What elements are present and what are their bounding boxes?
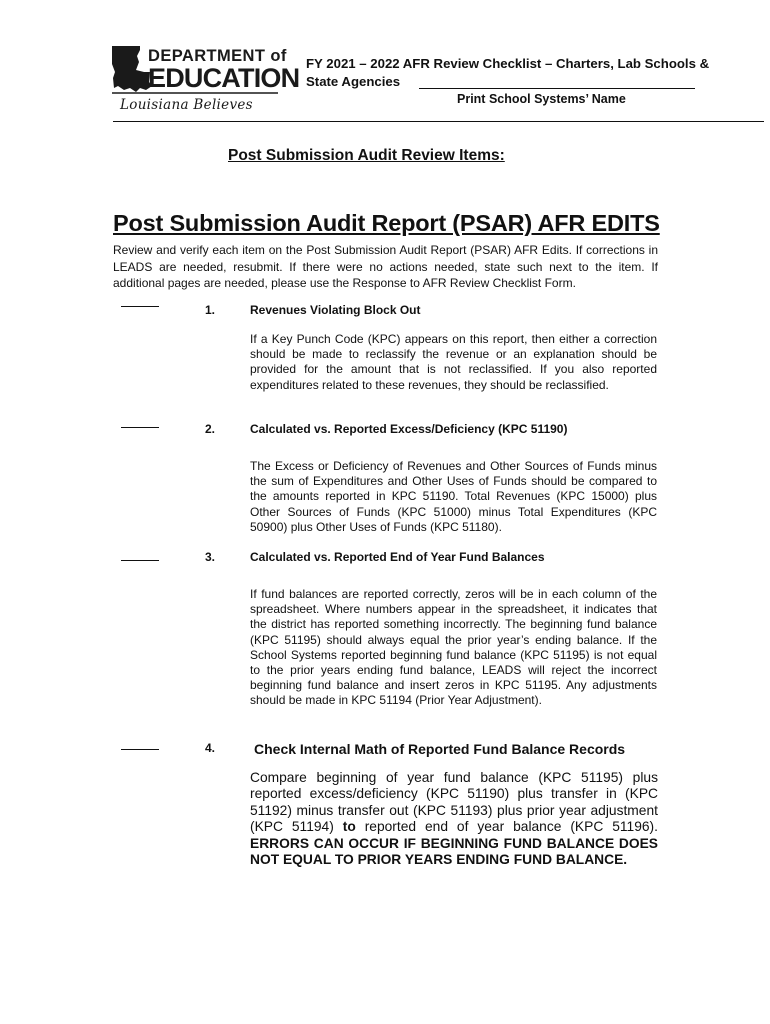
item-2-body: The Excess or Deficiency of Revenues and Other Sources of Funds minus the sum of Expenditures and Other Uses of Funds should be compared to the amounts reported in KPC 51190. Total Revenues (KPC 15000) plus Other Sources of Funds (KPC 51000) minus Total Expenditures (KPC 50900) plus Other Uses of Funds (KPC 51180). bbox=[250, 459, 657, 534]
item-1-number: 1. bbox=[205, 303, 216, 317]
department-of-education-logo bbox=[110, 42, 300, 114]
item-3-title: Calculated vs. Reported End of Year Fund Balances bbox=[250, 550, 545, 564]
logo-line1: DEPARTMENT of bbox=[148, 47, 287, 65]
checklist-title: FY 2021 – 2022 AFR Review Checklist – Charters, Lab Schools & bbox=[306, 56, 710, 71]
louisiana-logo-graphic bbox=[110, 42, 300, 114]
header-divider bbox=[113, 121, 764, 122]
page-title: Post Submission Audit Report (PSAR) AFR EDITS bbox=[113, 210, 660, 236]
item-4-body-part2: reported end of year balance (KPC 51196). bbox=[364, 819, 658, 835]
item-3-body: If fund balances are reported correctly, zeros will be in each column of the spreadsheet. Where numbers appear in the spreadsheet, it indicates that the district has reported something incorrectly. The beginning fund balance (KPC 51195) should always equal the prior year’s ending balance. If the School Systems reported beginning fund balance (KPC 51195) is not equal to the prior years ending fund balance, LEADS will reject the incorrect beginning fund balance and insert zeros in KPC 51195. Any adjustments should be made in KPC 51194 (Prior Year Adjustment). bbox=[250, 587, 657, 708]
item-2-title: Calculated vs. Reported Excess/Deficiency (KPC 51190) bbox=[250, 422, 568, 436]
item-1-body: If a Key Punch Code (KPC) appears on this report, then either a correction should be made to reclassify the revenue or an explanation should be provided for the amount that is not reclassified. If you also reported expenditures related to these revenues, they should be reclassified. bbox=[250, 332, 657, 392]
item-4-title: Check Internal Math of Reported Fund Balance Records bbox=[254, 741, 626, 757]
item-4-check-blank[interactable] bbox=[121, 749, 159, 750]
item-4-body bbox=[250, 770, 658, 868]
item-3-check-blank[interactable] bbox=[121, 560, 159, 561]
logo-line2: EDUCATION bbox=[148, 63, 300, 93]
intro-paragraph: Review and verify each item on the Post Submission Audit Report (PSAR) AFR Edits. If corrections in LEADS are needed, resubmit. If there were no actions needed, state such next to the item. If additional pages are needed, please use the Response to AFR Review Checklist Form. bbox=[113, 243, 658, 290]
item-4-body-bold-word: to bbox=[342, 819, 356, 835]
item-3-number: 3. bbox=[205, 550, 216, 564]
checklist-title-line2: State Agencies bbox=[306, 74, 401, 89]
school-system-name-blank[interactable] bbox=[419, 88, 695, 89]
item-1-title: Revenues Violating Block Out bbox=[250, 303, 421, 317]
item-1-check-blank[interactable] bbox=[121, 306, 159, 307]
item-2-number: 2. bbox=[205, 422, 216, 436]
item-4-body-part1: Compare beginning of year fund balance (KPC 51195) plus reported excess/deficiency (KPC 51190) plus transfer in (KPC 51192) minus transfer out (KPC 51193) plus prior year adjustment (KPC 51194) bbox=[250, 770, 658, 835]
section-heading: Post Submission Audit Review Items: bbox=[228, 147, 505, 164]
logo-tagline: Louisiana Believes bbox=[120, 97, 253, 113]
louisiana-state-shape bbox=[112, 46, 152, 92]
school-system-name-caption: Print School Systems’ Name bbox=[457, 92, 626, 106]
item-2-check-blank[interactable] bbox=[121, 427, 159, 428]
item-4-number: 4. bbox=[205, 741, 216, 755]
item-4-body-emphasis: ERRORS CAN OCCUR IF BEGINNING FUND BALANCE DOES NOT EQUAL TO PRIOR YEARS ENDING FUND BALANCE. bbox=[250, 835, 658, 868]
